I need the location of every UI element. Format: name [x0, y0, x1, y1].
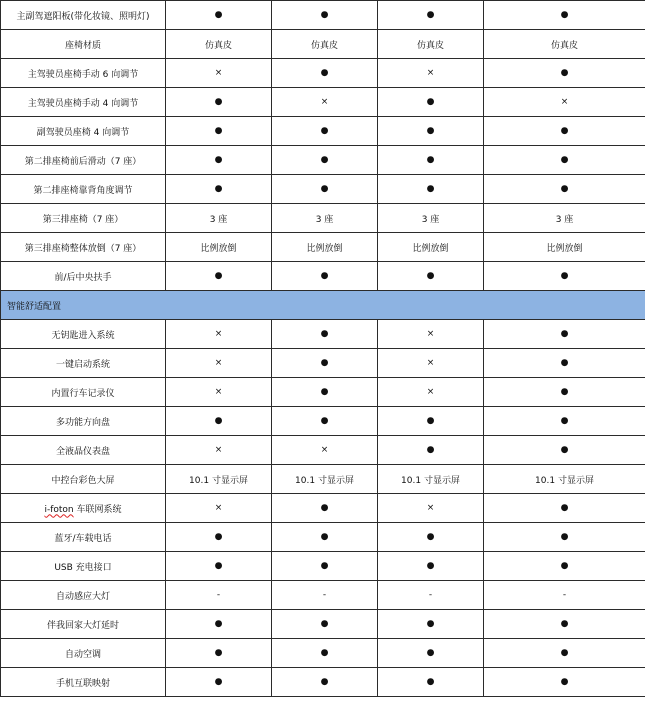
cell-value: ● — [166, 175, 272, 204]
cell-value: 3 座 — [378, 204, 484, 233]
row-label-suffix: 车联网系统 — [73, 504, 122, 515]
cell-value: × — [166, 59, 272, 88]
table-row — [1, 88, 645, 117]
row-label: 自动空调 — [1, 639, 166, 668]
cell-value: ● — [166, 407, 272, 436]
cell-value: ● — [272, 117, 378, 146]
cell-value: ● — [272, 349, 378, 378]
cell-value: ● — [378, 436, 484, 465]
row-label: 主驾驶员座椅手动 6 向调节 — [1, 59, 166, 88]
table-row — [1, 494, 645, 523]
row-label: 第三排座椅整体放倒（7 座） — [1, 233, 166, 262]
row-label: 自动感应大灯 — [1, 581, 166, 610]
cell-value: × — [378, 349, 484, 378]
cell-value: ● — [166, 117, 272, 146]
cell-value: ● — [378, 523, 484, 552]
table-row — [1, 581, 645, 610]
cell-value: ● — [484, 407, 645, 436]
row-label: 全液晶仪表盘 — [1, 436, 166, 465]
cell-value: ● — [272, 610, 378, 639]
cell-value: 10.1 寸显示屏 — [166, 465, 272, 494]
row-label: USB 充电接口 — [1, 552, 166, 581]
row-label: 第三排座椅（7 座） — [1, 204, 166, 233]
cell-value: ● — [378, 117, 484, 146]
row-label: 一键启动系统 — [1, 349, 166, 378]
cell-value: ● — [166, 262, 272, 291]
cell-value: - — [484, 581, 645, 610]
cell-value: ● — [378, 639, 484, 668]
table-row — [1, 320, 645, 349]
cell-value: ● — [484, 523, 645, 552]
row-label: 手机互联映射 — [1, 668, 166, 697]
cell-value: 3 座 — [484, 204, 645, 233]
table-row — [1, 117, 645, 146]
cell-value: × — [166, 494, 272, 523]
table-row — [1, 1, 645, 30]
cell-value: ● — [378, 1, 484, 30]
row-label: 中控台彩色大屏 — [1, 465, 166, 494]
cell-value: ● — [378, 88, 484, 117]
cell-value: × — [166, 349, 272, 378]
cell-value: - — [272, 581, 378, 610]
cell-value: ● — [484, 175, 645, 204]
cell-value: ● — [378, 552, 484, 581]
cell-value: 比例放倒 — [378, 233, 484, 262]
cell-value: ● — [484, 262, 645, 291]
section-title: 智能舒适配置 — [1, 291, 645, 320]
cell-value: ● — [166, 668, 272, 697]
cell-value: ● — [484, 117, 645, 146]
cell-value: ● — [484, 59, 645, 88]
cell-value: ● — [484, 610, 645, 639]
cell-value: ● — [378, 610, 484, 639]
row-label-prefix: i-foton — [44, 504, 74, 515]
row-label: 伴我回家大灯延时 — [1, 610, 166, 639]
cell-value: ● — [272, 320, 378, 349]
row-label: 座椅材质 — [1, 30, 166, 59]
cell-value: × — [166, 320, 272, 349]
cell-value: 10.1 寸显示屏 — [484, 465, 645, 494]
cell-value: - — [378, 581, 484, 610]
cell-value: ● — [378, 175, 484, 204]
cell-value: × — [166, 436, 272, 465]
cell-value: × — [378, 378, 484, 407]
table-row — [1, 175, 645, 204]
table-row — [1, 436, 645, 465]
cell-value: ● — [378, 146, 484, 175]
cell-value: ● — [272, 639, 378, 668]
table-row — [1, 610, 645, 639]
cell-value: 3 座 — [166, 204, 272, 233]
row-label: 主副驾遮阳板(带化妆镜、照明灯) — [1, 1, 166, 30]
table-row — [1, 523, 645, 552]
section-header-row — [1, 291, 645, 320]
cell-value: ● — [272, 146, 378, 175]
cell-value: ● — [166, 1, 272, 30]
row-label: 前/后中央扶手 — [1, 262, 166, 291]
cell-value: ● — [378, 407, 484, 436]
cell-value: ● — [272, 1, 378, 30]
cell-value: ● — [272, 668, 378, 697]
cell-value: ● — [484, 378, 645, 407]
cell-value: 仿真皮 — [484, 30, 645, 59]
row-label: 主驾驶员座椅手动 4 向调节 — [1, 88, 166, 117]
cell-value: ● — [166, 146, 272, 175]
cell-value: ● — [166, 552, 272, 581]
cell-value: 3 座 — [272, 204, 378, 233]
cell-value: ● — [166, 88, 272, 117]
row-label: 无钥匙进入系统 — [1, 320, 166, 349]
table-row — [1, 233, 645, 262]
table-row — [1, 378, 645, 407]
cell-value: 10.1 寸显示屏 — [378, 465, 484, 494]
cell-value: 比例放倒 — [166, 233, 272, 262]
cell-value: ● — [484, 320, 645, 349]
table-row — [1, 552, 645, 581]
cell-value: × — [378, 320, 484, 349]
row-label: 第二排座椅靠背角度调节 — [1, 175, 166, 204]
table-row — [1, 262, 645, 291]
cell-value: ● — [272, 59, 378, 88]
cell-value: 比例放倒 — [272, 233, 378, 262]
cell-value: ● — [484, 1, 645, 30]
cell-value: ● — [166, 523, 272, 552]
cell-value: ● — [378, 668, 484, 697]
row-label — [1, 494, 166, 523]
cell-value: ● — [272, 523, 378, 552]
table-row — [1, 30, 645, 59]
cell-value: ● — [272, 175, 378, 204]
table-row — [1, 204, 645, 233]
cell-value: × — [272, 436, 378, 465]
row-label: 第二排座椅前后滑动（7 座） — [1, 146, 166, 175]
cell-value: ● — [272, 262, 378, 291]
row-label: 多功能方向盘 — [1, 407, 166, 436]
cell-value: 仿真皮 — [272, 30, 378, 59]
cell-value: ● — [166, 610, 272, 639]
cell-value: ● — [272, 407, 378, 436]
table-row — [1, 146, 645, 175]
table-row — [1, 407, 645, 436]
cell-value: × — [378, 494, 484, 523]
cell-value: ● — [484, 494, 645, 523]
cell-value: 比例放倒 — [484, 233, 645, 262]
cell-value: ● — [272, 378, 378, 407]
cell-value: × — [166, 378, 272, 407]
row-label: 副驾驶员座椅 4 向调节 — [1, 117, 166, 146]
cell-value: ● — [484, 552, 645, 581]
table-row — [1, 465, 645, 494]
cell-value: × — [484, 88, 645, 117]
row-label: 内置行车记录仪 — [1, 378, 166, 407]
cell-value: ● — [272, 552, 378, 581]
cell-value: ● — [484, 668, 645, 697]
cell-value: ● — [272, 494, 378, 523]
table-row — [1, 668, 645, 697]
cell-value: × — [272, 88, 378, 117]
cell-value: ● — [484, 436, 645, 465]
cell-value: 仿真皮 — [378, 30, 484, 59]
row-label: 蓝牙/车载电话 — [1, 523, 166, 552]
cell-value: ● — [484, 639, 645, 668]
cell-value: 10.1 寸显示屏 — [272, 465, 378, 494]
cell-value: ● — [484, 349, 645, 378]
cell-value: ● — [166, 639, 272, 668]
table-row — [1, 349, 645, 378]
cell-value: ● — [378, 262, 484, 291]
cell-value: ● — [484, 146, 645, 175]
table-row — [1, 59, 645, 88]
cell-value: - — [166, 581, 272, 610]
cell-value: × — [378, 59, 484, 88]
cell-value: 仿真皮 — [166, 30, 272, 59]
table-row — [1, 639, 645, 668]
